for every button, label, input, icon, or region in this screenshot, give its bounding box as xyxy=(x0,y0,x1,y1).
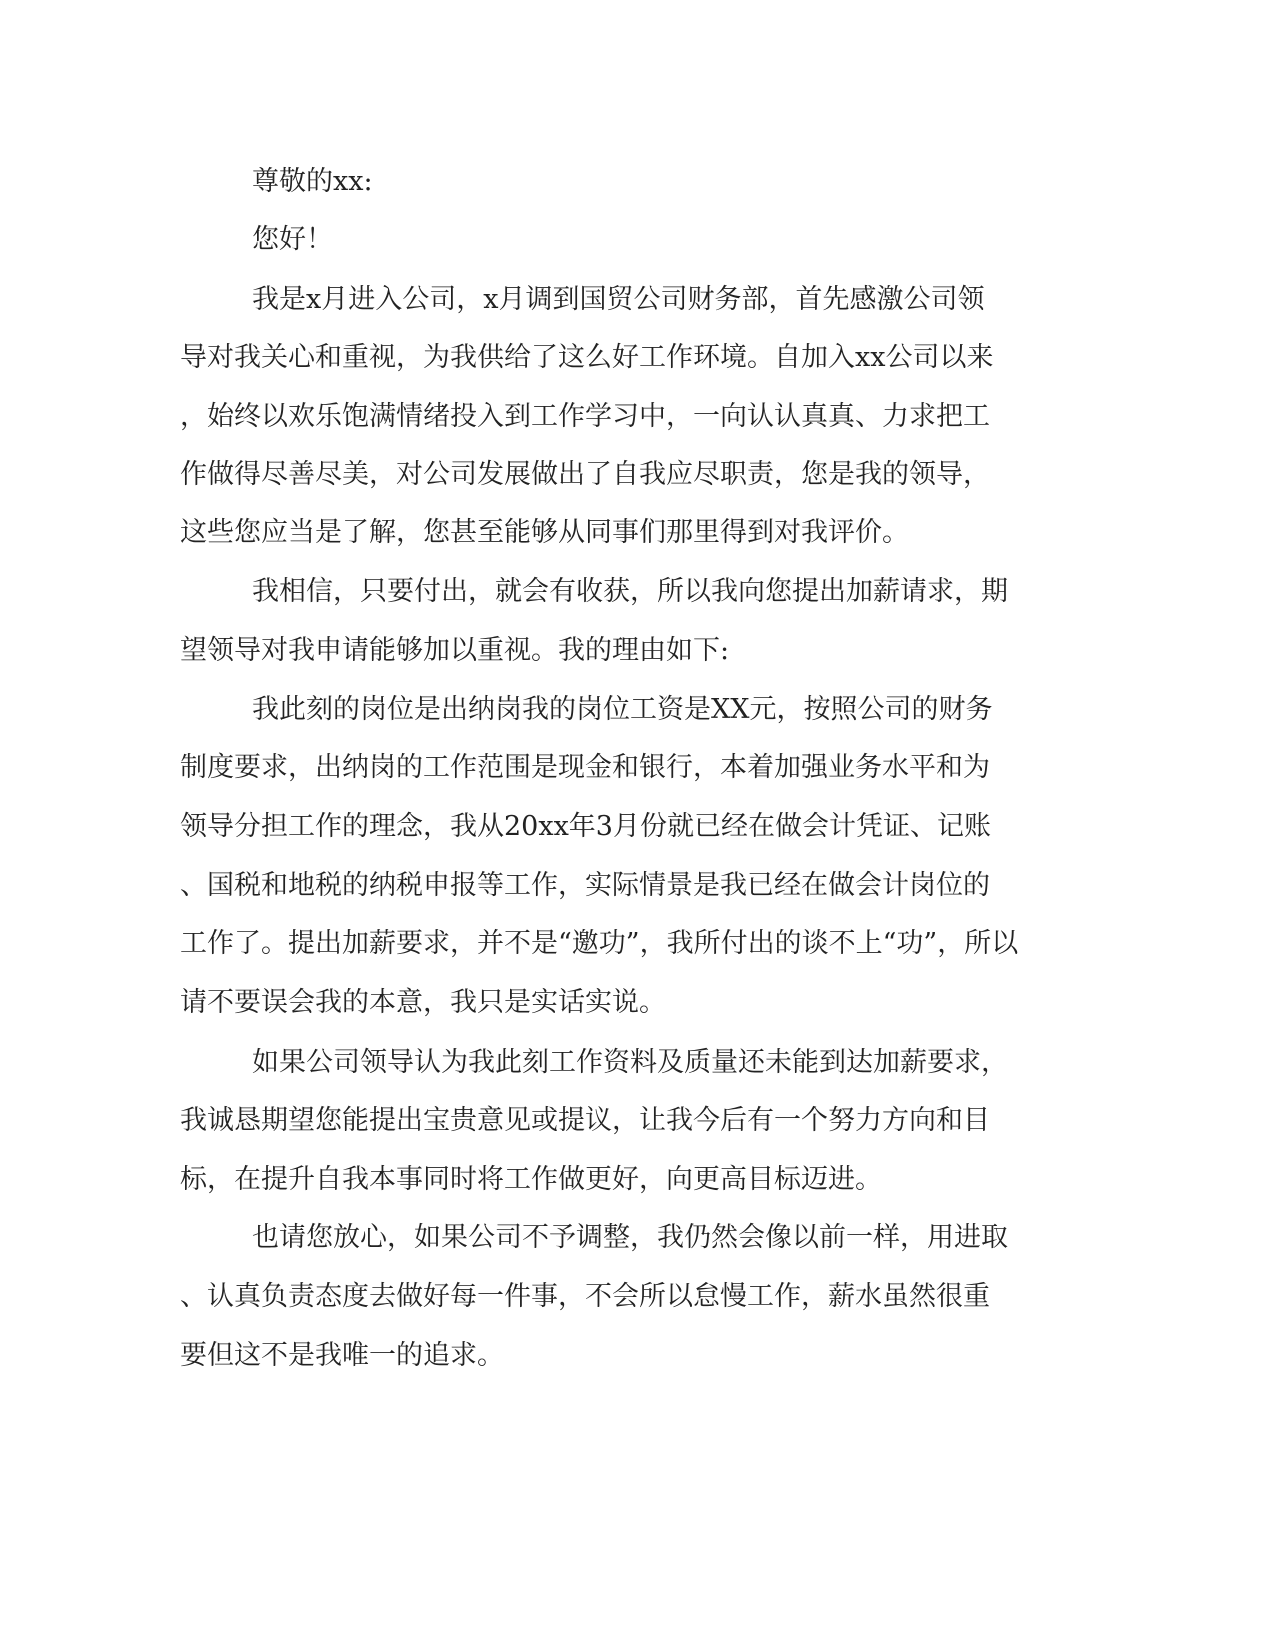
text-line: 这些您应当是了解，您甚至能够从同事们那里得到对我评价。 xyxy=(180,517,909,548)
text-line: 领导分担工作的理念，我从20xx年3月份就已经在做会计凭证、记账 xyxy=(180,811,991,842)
text-line: 要但这不是我唯一的追求。 xyxy=(180,1340,504,1371)
text-line: 我是x月进入公司，x月调到国贸公司财务部，首先感激公司领 xyxy=(252,284,985,315)
text-line: ，始终以欢乐饱满情绪投入到工作学习中，一向认认真真、力求把工 xyxy=(180,401,990,432)
text-line: 如果公司领导认为我此刻工作资料及质量还未能到达加薪要求， xyxy=(252,1047,1008,1078)
text-line: 我相信，只要付出，就会有收获，所以我向您提出加薪请求，期 xyxy=(252,576,1008,607)
text-line: 作做得尽善尽美，对公司发展做出了自我应尽职责，您是我的领导， xyxy=(180,459,990,490)
text-line: 也请您放心，如果公司不予调整，我仍然会像以前一样，用进取 xyxy=(252,1222,1008,1253)
text-line: 请不要误会我的本意，我只是实话实说。 xyxy=(180,987,666,1018)
text-line: 制度要求，出纳岗的工作范围是现金和银行，本着加强业务水平和为 xyxy=(180,752,990,783)
text-line: 标，在提升自我本事同时将工作做更好，向更高目标迈进。 xyxy=(180,1164,882,1195)
text-line: 您好！ xyxy=(252,224,333,255)
text-line: 工作了。提出加薪要求，并不是“邀功”，我所付出的谈不上“功”，所以 xyxy=(180,928,1019,959)
text-line: 望领导对我申请能够加以重视。我的理由如下: xyxy=(180,635,730,666)
text-line: 导对我关心和重视，为我供给了这么好工作环境。自加入xx公司以来 xyxy=(180,342,994,373)
text-line: 、国税和地税的纳税申报等工作，实际情景是我已经在做会计岗位的 xyxy=(180,870,990,901)
text-line: 我此刻的岗位是出纳岗我的岗位工资是XX元，按照公司的财务 xyxy=(252,694,993,725)
text-line: 我诚恳期望您能提出宝贵意见或提议，让我今后有一个努力方向和目 xyxy=(180,1105,990,1136)
text-line: 尊敬的xx: xyxy=(252,166,373,197)
text-line: 、认真负责态度去做好每一件事，不会所以怠慢工作，薪水虽然很重 xyxy=(180,1281,990,1312)
